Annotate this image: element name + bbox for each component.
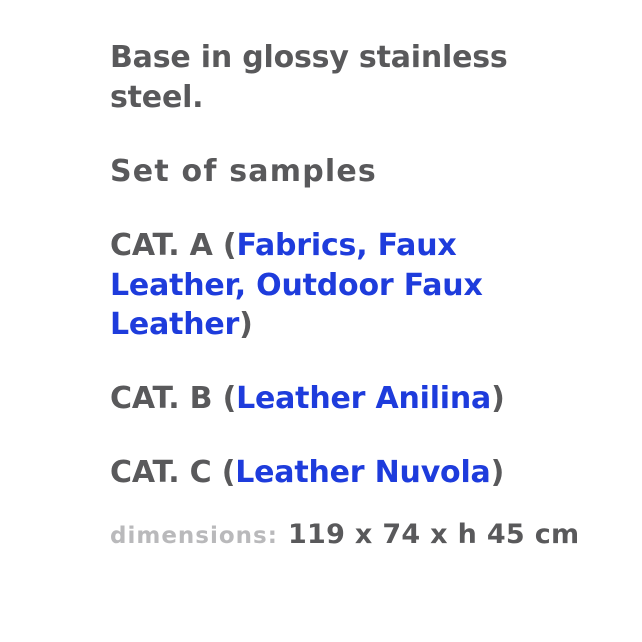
category-c-links[interactable]: Leather Nuvola <box>235 455 491 491</box>
category-a-prefix: CAT. A ( <box>110 227 237 263</box>
category-c-suffix: ) <box>490 455 505 491</box>
category-b-suffix: ) <box>491 381 505 417</box>
category-c-line <box>110 453 530 493</box>
dimensions-value: 119 x 74 x h 45 cm <box>287 519 580 551</box>
dimensions-row <box>110 519 602 550</box>
samples-heading: Set of samples <box>110 153 377 189</box>
category-a-line <box>110 226 530 346</box>
base-material-text: Base in glossy stainless steel. <box>110 40 508 115</box>
category-a-links[interactable]: Fabrics, Faux Leather, Outdoor Faux Leather <box>110 227 483 343</box>
category-a-suffix: ) <box>239 307 253 343</box>
category-b-line <box>110 379 530 419</box>
category-b-links[interactable]: Leather Anilina <box>236 381 492 417</box>
category-b-prefix: CAT. B ( <box>110 381 237 417</box>
category-c-prefix: CAT. C ( <box>110 455 236 491</box>
dimensions-label: dimensions: <box>110 523 278 550</box>
